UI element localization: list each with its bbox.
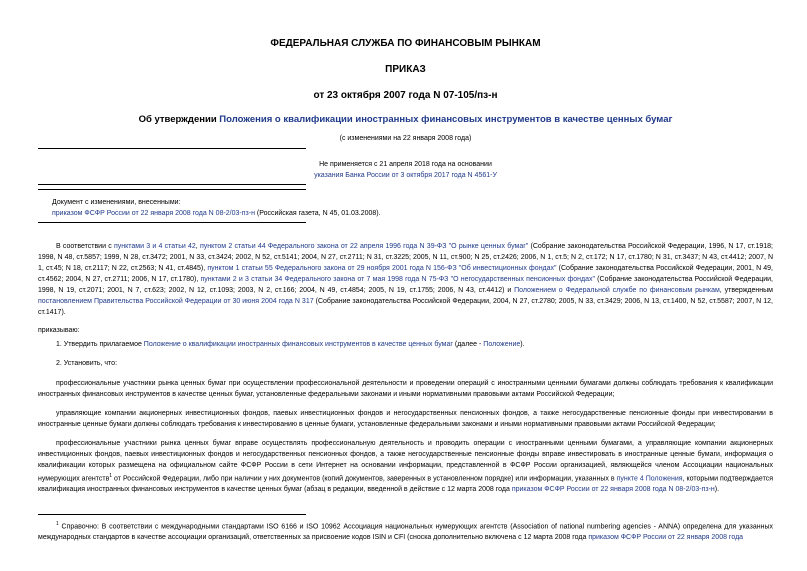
- amendments-note: (с изменениями на 22 января 2008 года): [339, 135, 472, 142]
- not-applied-note: [38, 159, 773, 181]
- law-link[interactable]: пунктами 2 и 3 статьи 34 Федерального закона от 7 мая 1998 года N 75-ФЗ "О негосударственных пенсионных фондах": [200, 276, 595, 283]
- footnote-mark: 1: [56, 521, 59, 527]
- footnote-text: Справочно: В соответствии с международными стандартами ISO 6166 и ISO 10962 Ассоциация национальных нумерующих агентств (Association of national numbering agencies - ANNA) определена для указанных международных стандартов в качестве ассоциации организаций, ответственных за присвоение кодов ISIN и CFI (сноска дополнительно включена с 12 марта 2008 года: [38, 523, 773, 542]
- changes-block: [52, 197, 652, 219]
- divider: [38, 148, 306, 149]
- item-text: ).: [520, 341, 525, 348]
- date-number-heading: от 23 октября 2007 года N 07-105/пз-н: [313, 90, 498, 101]
- rule-paragraph-3: [38, 438, 773, 495]
- law-link[interactable]: пунктом 2 статьи 44 Федерального закона от 22 апреля 1996 года N 39-ФЗ "О рынке ценных бумаг": [199, 243, 529, 250]
- amendment-order-link[interactable]: приказом ФСФР России от 22 января 2008 года N 08-2/03-пз-н: [511, 486, 715, 494]
- divider: [38, 222, 306, 223]
- footnote-order-link[interactable]: приказом ФСФР России от 22 января 2008 года: [588, 534, 744, 542]
- regulation-short-link[interactable]: Положение: [483, 341, 521, 348]
- law-link[interactable]: пунктами 3 и 4 статьи 42: [113, 243, 196, 250]
- agency-heading: ФЕДЕРАЛЬНАЯ СЛУЖБА ПО ФИНАНСОВЫМ РЫНКАМ: [270, 38, 541, 49]
- doc-type-heading: ПРИКАЗ: [385, 64, 426, 75]
- order-item-2: 2. Установить, что:: [56, 360, 118, 367]
- law-link[interactable]: пунктом 1 статьи 55 Федерального закона от 29 ноября 2001 года N 156-ФЗ "Об инвестиционных фондах": [207, 265, 557, 272]
- title-prefix: Об утверждении: [138, 114, 220, 125]
- rule-text: от Российской Федерации, либо при наличии у них документов (копий документов, заверенных в установленном порядке) или информации, указанных в: [112, 475, 617, 483]
- intro-text: (Собрание законодательства Российской Федерации, 1998, N 19, ст.2071; 2001, N 7, ст.623; 2002, N 12, ст.1093; 2003, N 2, ст.166; 2004, N 49, ст.4854; 2005, N 19, ст.1755; 2006, N 43, ст.4412) и: [38, 276, 774, 294]
- rule-text: профессиональные участники рынка ценных бумаг вправе осуществлять профессиональную деятельность и проводить операции с иностранными ценными бумагами, а управляющие компании акционерных инвестиционных фондов, паевых инвестиционных фондов и негосударственных пенсионных фондов, а также негосударственные пенсионные фонды вправе инвестировать в иностранные ценные бумаги, информация о квалификации которых размещена на официальном сайте ФСФР России в сети Интернет на основании информации, представленной в ФСФР России организацией, являющейся членом Ассоциации национальных нумерующих агентств: [38, 440, 773, 483]
- divider: [38, 189, 306, 190]
- rule-text: ).: [714, 486, 720, 494]
- footnote-ref[interactable]: 1: [109, 473, 113, 479]
- footnote: [38, 519, 773, 543]
- changes-intro: Документ с изменениями, внесенными:: [52, 199, 181, 206]
- order-word: приказываю:: [38, 327, 80, 334]
- regulation-point-link[interactable]: пункте 4 Положения: [616, 475, 683, 483]
- footnote-divider: [38, 514, 306, 515]
- cbr-directive-link[interactable]: указания Банка России от 3 октября 2017 года N 4561-У: [314, 172, 497, 179]
- item-text: (далее -: [452, 341, 484, 348]
- intro-text: (Собрание законодательства Российской Федерации, 2001, N 49, ст.4562; 2004, N 27, ст.2711; 2006, N 17, ст.1780),: [38, 265, 774, 283]
- regulation-link[interactable]: Положение о квалификации иностранных финансовых инструментов в качестве ценных бумаг: [143, 341, 453, 348]
- intro-paragraph: [38, 241, 773, 318]
- law-link[interactable]: Положением о Федеральной службе по финансовым рынкам: [514, 287, 720, 294]
- intro-text: , утвержденным: [719, 287, 773, 294]
- intro-text: ,: [195, 243, 200, 250]
- changes-source: (Российская газета, N 45, 01.03.2008).: [254, 210, 381, 217]
- not-applied-text: Не применяется с 21 апреля 2018 года на основании: [319, 161, 492, 168]
- order-item-1: [38, 339, 773, 350]
- intro-text: В соответствии с: [56, 243, 114, 250]
- rule-paragraph-2: управляющие компании акционерных инвестиционных фондов, паевых инвестиционных фондов и негосударственных пенсионных фондов, а также негосударственные пенсионные фонды при инвестировании в иностранные ценные бумаги должны соблюдать требования к инвестированию в ценные бумаги, установленные федеральными законами и иными нормативными правовыми актами Российской Федерации;: [38, 410, 773, 428]
- law-link[interactable]: постановлением Правительства Российской Федерации от 30 июня 2004 года N 317: [38, 298, 314, 305]
- item-text: 1. Утвердить прилагаемое: [56, 341, 144, 348]
- title-regulation-link[interactable]: Положения о квалификации иностранных финансовых инструментов в качестве ценных бумаг: [219, 114, 673, 125]
- rule-paragraph-1: профессиональные участники рынка ценных бумаг при осуществлении профессиональной деятельности и проведении операций с иностранными ценными бумагами должны соблюдать требования к квалификации иностранных финансовых инструментов в качестве ценных бумаг, установленные федеральными законами и иными нормативными правовыми актами Российской Федерации;: [38, 380, 773, 398]
- rule-text: , которыми подтверждается квалификация иностранных финансовых инструментов в качестве ценных бумаг (абзац в редакции, введенной в действие с 12 марта 2008 года: [38, 475, 773, 494]
- document-title: [38, 114, 773, 125]
- intro-text: (Собрание законодательства Российской Федерации, 1996, N 17, ст.1918; 1998, N 48, ст.5857; 1999, N 28, ст.3472; 2001, N 33, ст.3424; 2002, N 52, ст.5141; 2004, N 27, ст.2711; N 31, ст.3225; 2005, N 11, ст.900; N 25, ст.2426; 2006, N 1, ст.5; N 2, ст.172; N 17, ст.1780; N 31, ст.3437; N 43, ст.4412; 2007, N 1, ст.45; N 18, ст.2117; N 22, ст.2563; N 41, ст.4845),: [38, 243, 774, 272]
- amendment-order-link[interactable]: приказом ФСФР России от 22 января 2008 года N 08-2/03-пз-н: [52, 210, 255, 217]
- intro-text: (Собрание законодательства Российской Федерации, 2004, N 27, ст.2780; 2005, N 33, ст.3429; 2006, N 13, ст.1400, N 52, ст.5587; 2007, N 12, ст.1417).: [38, 298, 774, 316]
- divider: [38, 184, 306, 185]
